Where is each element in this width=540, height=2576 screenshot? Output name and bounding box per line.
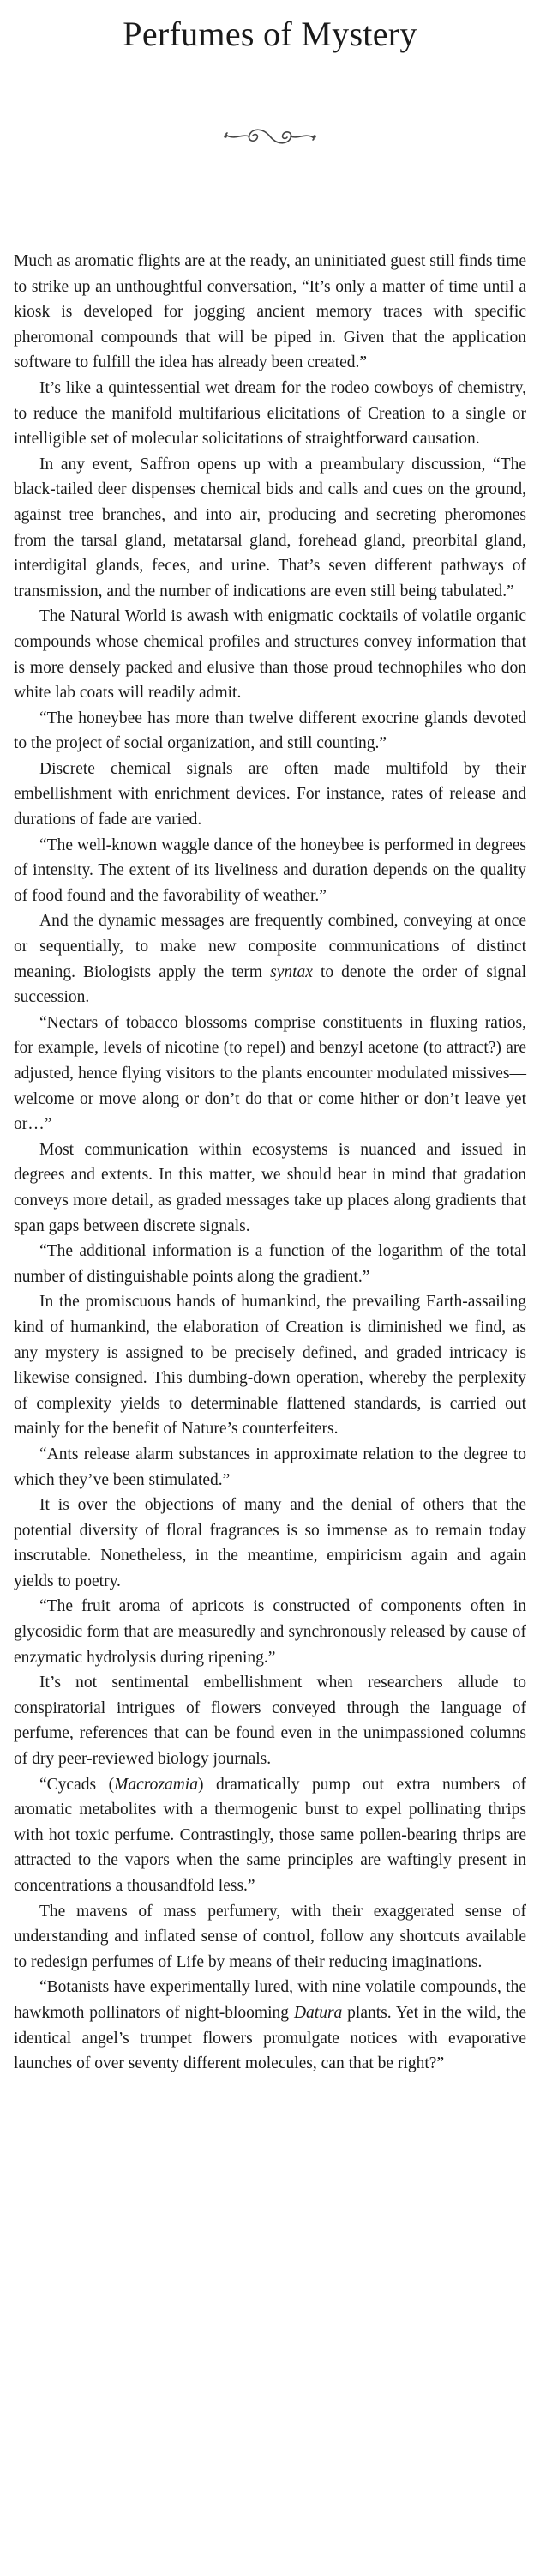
paragraph: “The fruit aroma of apricots is constructed of components often in glycosidic form that are measuredly and synchronously released by cause of enzymatic hydrolysis during ripening.” [14, 1597, 526, 1667]
paragraph: “Nectars of tobacco blossoms comprise constituents in fluxing ratios, for example, levels of nicotine (to repel) and benzyl acetone (to attract?) are adjusted, hence flying visitors to the plants encounter modulated missives—welcome or move along or don’t do that or come hither or don’t leave yet or…” [14, 1013, 526, 1134]
article-body [14, 249, 526, 2077]
paragraph: It’s not sentimental embellishment when researchers allude to conspiratorial intrigues of flowers conveyed through the language of perfume, references that can be found even in the unimpassioned columns of dry peer-reviewed biology journals. [14, 1674, 526, 1769]
paragraph-text: plants. Yet in the wild, the identical angel’s trumpet flowers promulgate notices with evaporative launches of over seventy different molecules, can that be right?” [14, 2003, 526, 2073]
paragraph [14, 908, 526, 1010]
page-title: Perfumes of Mystery [123, 15, 417, 53]
paragraph: In the promiscuous hands of humankind, the prevailing Earth-assailing kind of humankind, the elaboration of Creation is diminished we find, as any mystery is assigned to be precisely defined, and graded intricacy is likewise consigned. This dumbing-down operation, whereby the perplexity of complexity yields to determinable flattened standards, is carried out mainly for the benefit of Nature’s counterfeiters. [14, 1293, 526, 1439]
paragraph: Most communication within ecosystems is nuanced and issued in degrees and extents. In this matter, we should bear in mind that gradation conveys more detail, as graded messages take up places along gradients that span gaps between discrete signals. [14, 1140, 526, 1235]
paragraph: Discrete chemical signals are often made multifold by their embellishment with enrichment devices. For instance, rates of release and durations of fade are varied. [14, 759, 526, 830]
paragraph: “The well-known waggle dance of the honeybee is performed in degrees of intensity. The extent of its liveliness and duration depends on the quality of food found and the favorability of weather.” [14, 836, 526, 905]
paragraph-text: “Cycads ( [39, 1775, 115, 1794]
paragraph: In any event, Saffron opens up with a preambulary discussion, “The black-tailed deer dispenses chemical bids and calls and cues on the ground, against tree branches, and into air, producing and secreting pheromones from the tarsal gland, metatarsal gland, forehead gland, preorbital gland, interdigital glands, feces, and urine. That’s seven different pathways of transmission, and the number of indications are even still being tabulated.” [14, 455, 526, 600]
paragraph: Much as aromatic flights are at the ready, an uninitiated guest still finds time to strike up an unthoughtful conversation, “It’s only a matter of time until a kiosk is developed for jogging ancient memory traces with specific pheromonal compounds that will be piped in. Given that the application software to fulfill the idea has already been created.” [14, 252, 526, 372]
paragraph: It is over the objections of many and the denial of others that the potential diversity of floral fragrances is so immense as to remain today inscrutable. Nonetheless, in the meantime, empiricism again and again yields to poetry. [14, 1496, 526, 1590]
paragraph: The Natural World is awash with enigmatic cocktails of volatile organic compounds whose chemical profiles and structures convey information that is more densely packed and elusive than those proud technophiles who don white lab coats will readily admit. [14, 607, 526, 703]
italic-term: Macrozamia [114, 1775, 198, 1794]
paragraph-text: “Botanists have experimentally lured, with nine volatile compounds, the hawkmoth pollinators of night-blooming [14, 1978, 526, 2022]
ornament-icon [219, 124, 321, 149]
paragraph-text: to denote the order of signal succession. [14, 962, 526, 1007]
paragraph: The mavens of mass perfumery, with their exaggerated sense of understanding and inflated sense of control, follow any shortcuts available to redesign perfumes of Life by means of their reducing imaginations. [14, 1902, 526, 1971]
paragraph: “Ants release alarm substances in approximate relation to the degree to which they’ve been stimulated.” [14, 1445, 526, 1489]
paragraph: “The additional information is a function of the logarithm of the total number of distinguishable points along the gradient.” [14, 1242, 526, 1286]
paragraph: “The honeybee has more than twelve different exocrine glands devoted to the project of social organization, and still counting.” [14, 709, 526, 753]
paragraph-text: ) dramatically pump out extra numbers of aromatic metabolites with a thermogenic burst to expel pollinating thrips with hot toxic perfume. Contrastingly, those same pollen-bearing thrips are attracted to the vapors when the same principles are waftingly present in concentrations a thousandfold less.” [14, 1775, 526, 1895]
italic-term: syntax [270, 962, 313, 981]
paragraph-text: And the dynamic messages are frequently combined, conveying at once or sequentially, to make new composite communications of distinct meaning. Biologists apply the term [14, 912, 526, 981]
paragraph: It’s like a quintessential wet dream for the rodeo cowboys of chemistry, to reduce the manifold multifarious elicitations of Creation to a single or intelligible set of molecular solicitations of straightforward causation. [14, 378, 526, 449]
paragraph [14, 1772, 526, 1899]
italic-term: Datura [293, 2003, 343, 2022]
paragraph [14, 1975, 526, 2076]
